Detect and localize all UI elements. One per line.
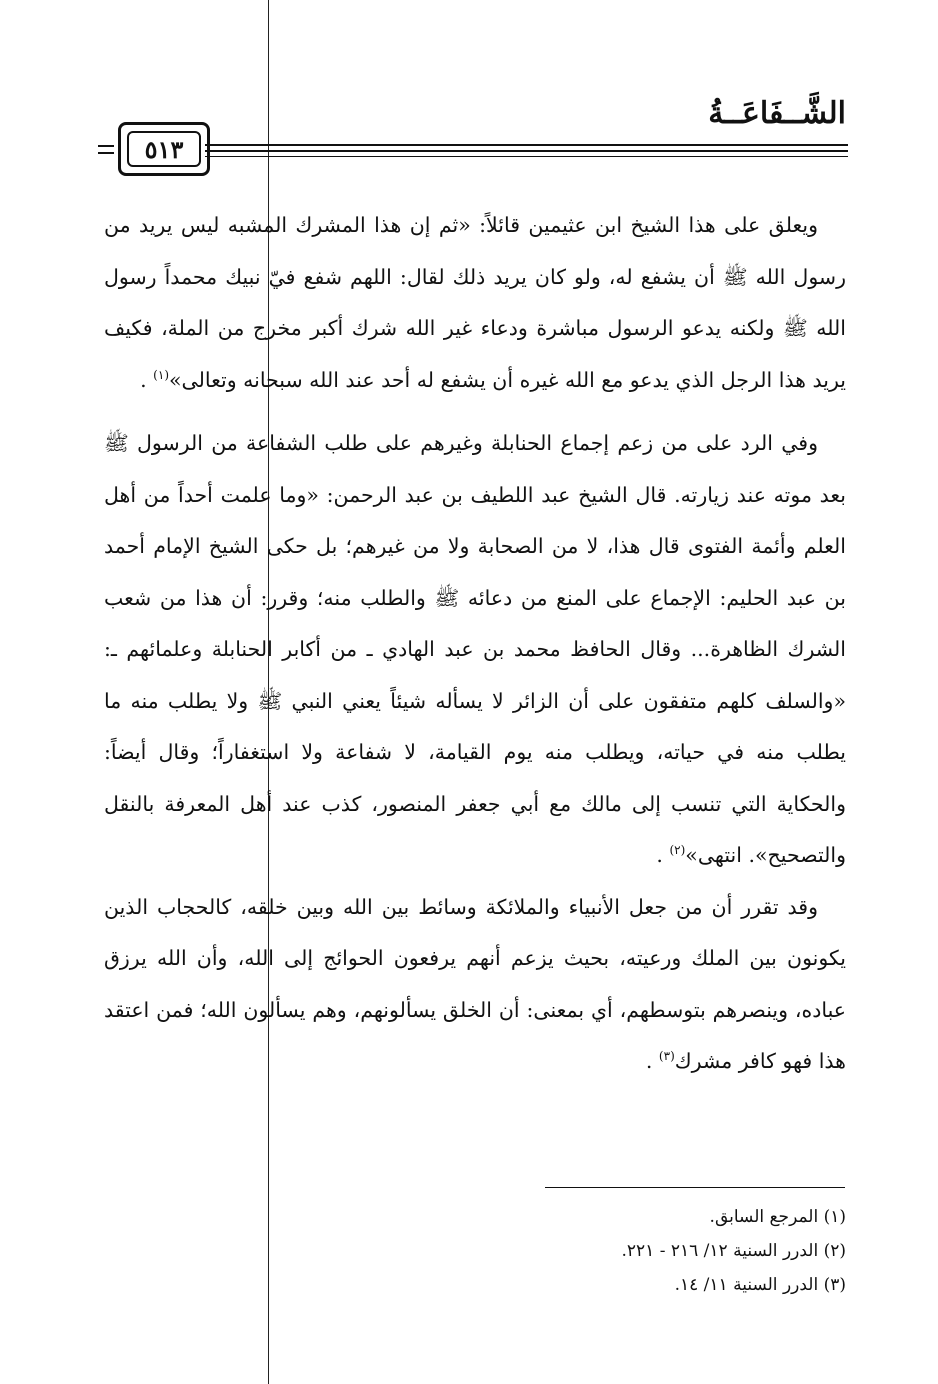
header-rule [205, 144, 848, 146]
footnote-ref: (٢) [669, 843, 686, 858]
footnote-separator [545, 1187, 845, 1188]
footnote: (٢) الدرر السنية ١٢/ ٢١٦ - ٢٢١. [621, 1241, 846, 1261]
footnotes [286, 1200, 846, 1302]
header-rule-stub [98, 145, 114, 147]
page-number: ٥١٣ [127, 131, 201, 167]
paragraph: وقد تقرر أن من جعل الأنبياء والملائكة وسائط بين الله وبين خلقه، كالحجاب الذين يكونون بين الملك ورعيته، بحيث يزعم أنهم يرفعون الحوائج إلى الله، وأن الله يرزق عباده، وينصرهم بتوسطهم، أي بمعنى: أن الخلق يسألونهم، وهم يسألون الله؛ فمن اعتقد هذا فهو كافر مشرك$^{(٣)}$ . [104, 894, 846, 1073]
footnote: (٣) الدرر السنية ١١/ ١٤. [674, 1275, 846, 1295]
footnote-ref: (٣) [658, 1049, 675, 1064]
header-rule-stub [98, 152, 114, 154]
footnote-ref: (١) [153, 367, 169, 382]
header-rule [205, 156, 848, 157]
paragraph: وفي الرد على من زعم إجماع الحنابلة وغيرهم على طلب الشفاعة من الرسول ﷺ بعد موته عند زيارته. قال الشيخ عبد اللطيف بن عبد الرحمن: «وما علمت أحداً من أهل العلم وأئمة الفتوى قال هذا، لا من الصحابة ولا من غيرهم؛ بل حكى الشيخ الإمام أحمد بن عبد الحليم: الإجماع على المنع من دعائه ﷺ والطلب منه؛ وقرر: أن هذا من شعب الشرك الظاهرة... وقال الحافظ محمد بن عبد الهادي ـ من أكابر الحنابلة وعلمائهم ـ: «والسلف كلهم متفقون على أن الزائر لا يسأله شيئاً يعني النبي ﷺ ولا يطلب منه ما يطلب منه في حياته، ويطلب منه يوم القيامة، لا شفاعة ولا استغفاراً؛ وقال أيضاً: والحكاية التي تنسب إلى مالك مع أبي جعفر المنصور، كذب عند أهل المعرفة بالنقل والتصحيح». انتهى»$^{(٢)}$ . [104, 431, 847, 867]
page-number-frame [118, 122, 210, 176]
paragraph: ويعلق على هذا الشيخ ابن عثيمين قائلاً: «ثم إن هذا المشرك المشبه ليس يريد من رسول الله ﷺ أن يشفع له، ولو كان يريد ذلك لقال: اللهم شفع فيّ نبيك محمداً رسول الله ﷺ ولكنه يدعو الرسول مباشرة ودعاء غير الله شرك أكبر مخرج من الملة، فكيف يريد هذا الرجل الذي يدعو مع الله غيره أن يشفع له أحد عند الله سبحانه وتعالى»$^{(١)}$ . [104, 213, 846, 392]
footnote: (١) المرجع السابق. [709, 1207, 846, 1227]
header-rule [205, 150, 848, 152]
body-text [104, 200, 846, 1088]
running-title: الشَّــفَاعَــةُ [708, 96, 846, 131]
